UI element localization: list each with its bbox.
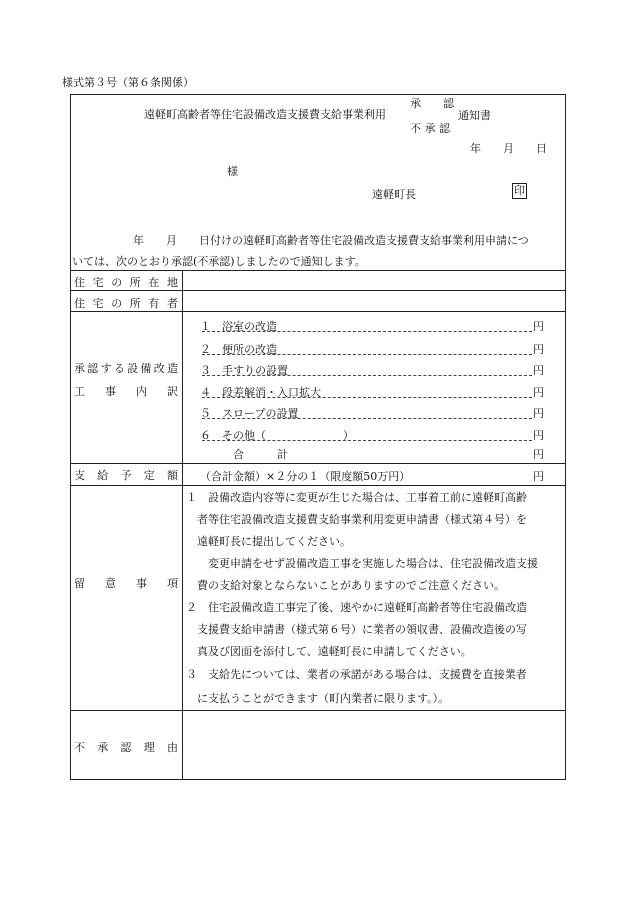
- location-label: 住宅の所在地: [74, 276, 178, 289]
- rule: [70, 485, 566, 486]
- note-line: 費の支給対象とならないことがありますのでご注意ください。: [186, 579, 505, 592]
- work-total-label: 合 計: [233, 448, 288, 461]
- issue-date: 年 月 日: [470, 142, 547, 155]
- note-line: 変更申請をせず設備改造工事を実施した場合は、住宅設備改造支援: [186, 557, 538, 570]
- payment-label: 支 給 予 定 額: [74, 469, 178, 482]
- notes-label: 留 意 事 項: [74, 577, 178, 590]
- work-item-step: ４ 段差解消・入口拡大: [200, 386, 321, 399]
- yen-unit: 円: [533, 343, 544, 356]
- yen-unit: 円: [533, 448, 544, 461]
- yen-unit: 円: [533, 429, 544, 442]
- yen-unit: 円: [533, 364, 544, 377]
- amount-line: [202, 375, 532, 376]
- disapprove-option: 不 承 認: [410, 122, 450, 135]
- work-item-toilet: ２ 便所の改造: [200, 343, 277, 356]
- payment-formula: （合計金額）×２分の１（限度額50万円）: [200, 470, 411, 483]
- note-line: 真及び図面を添付して、遠軽町長に申請してください。: [186, 645, 472, 658]
- yen-unit: 円: [533, 386, 544, 399]
- amount-line: [202, 397, 532, 398]
- title-prefix: 遠軽町高齢者等住宅設備改造支援費支給事業利用: [144, 108, 386, 121]
- seal-mark: 印: [514, 184, 525, 197]
- amount-line: [202, 440, 532, 441]
- rule: [70, 290, 566, 291]
- notice-line-2: いては、次のとおり承認(不承認)しましたので通知します。: [72, 255, 366, 268]
- column-divider: [182, 270, 183, 780]
- amount-line: [202, 354, 532, 355]
- addressee-suffix: 様: [227, 165, 238, 178]
- work-item-other: ６ その他（ ）: [200, 429, 354, 442]
- yen-unit: 円: [533, 407, 544, 420]
- works-label-line-1: 承認する設備改造: [74, 362, 178, 375]
- rule: [70, 463, 566, 464]
- rule: [70, 311, 566, 312]
- work-item-handrail: ３ 手すりの設置: [200, 364, 288, 377]
- amount-line: [202, 418, 532, 419]
- issuer-name: 遠軽町長: [372, 188, 416, 201]
- note-line: １ 設備改造内容等に変更が生じた場合は、工事着工前に遠軽町高齢: [186, 491, 527, 504]
- rule: [70, 270, 566, 271]
- title-suffix: 通知書: [458, 109, 491, 122]
- owner-label: 住宅の所有者: [74, 297, 178, 310]
- yen-unit: 円: [533, 470, 544, 483]
- yen-unit: 円: [533, 320, 544, 333]
- amount-line: [202, 331, 532, 332]
- note-line: 遠軽町長に提出してください。: [186, 535, 351, 548]
- note-line: ３ 支給先については、業者の承諾がある場合は、支援費を直接業者: [186, 668, 527, 681]
- rule: [70, 710, 566, 711]
- form-number: 様式第３号（第６条関係）: [62, 76, 194, 89]
- note-line: 支援費支給申請書（様式第６号）に業者の領収書、設備改造後の写: [186, 623, 527, 636]
- notice-line-1: 年 月 日付けの遠軽町高齢者等住宅設備改造支援費支給事業利用申請につ: [133, 234, 529, 247]
- work-item-slope: ５ スロープの設置: [200, 407, 299, 420]
- note-line: ２ 住宅設備改造工事完了後、速やかに遠軽町高齢者等住宅設備改造: [186, 601, 527, 614]
- work-item-bath: １ 浴室の改造: [200, 320, 277, 333]
- works-label-line-2: 工 事 内 訳: [74, 385, 178, 398]
- reason-label: 不 承 認 理 由: [74, 741, 178, 754]
- approve-option: 承 認: [410, 97, 454, 110]
- note-line: に支払うことができます（町内業者に限ります。）。: [186, 692, 450, 705]
- note-line: 者等住宅設備改造支援費支給事業利用変更申請書（様式第４号）を: [186, 513, 527, 526]
